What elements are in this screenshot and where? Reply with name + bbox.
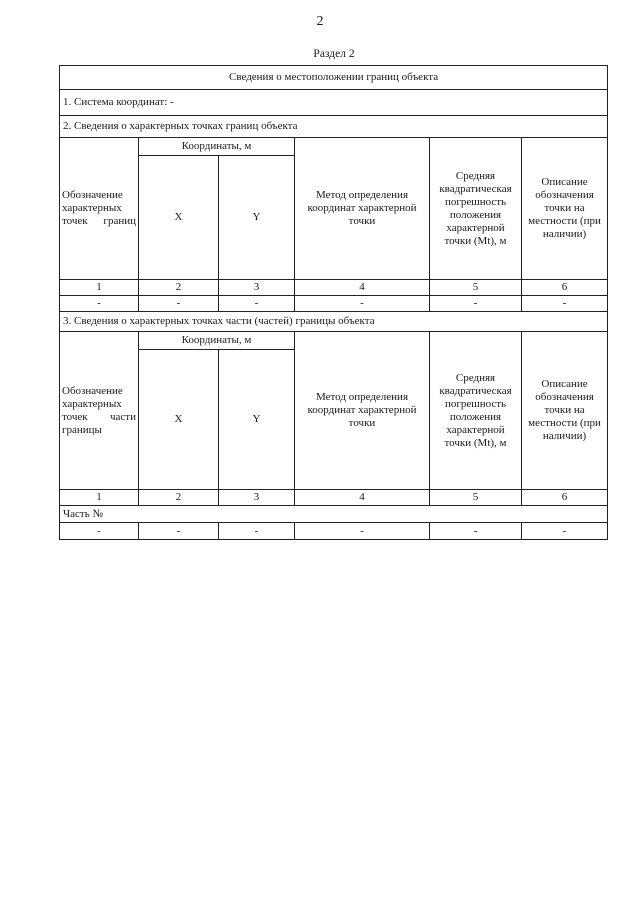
boundary-info-table: [59, 65, 607, 540]
col-number: 5: [430, 280, 522, 296]
col-number: 4: [295, 490, 430, 506]
section-3-heading: 3. Сведения о характерных точках части (частей) границы объекта: [60, 312, 608, 332]
table-cell: -: [430, 523, 522, 540]
col-x: X: [139, 156, 219, 280]
table-row: [60, 296, 608, 312]
col-number: 1: [60, 490, 139, 506]
section-3-heading-row: [60, 312, 608, 332]
part-label-row: [60, 506, 608, 523]
table-cell: -: [60, 523, 139, 540]
table-cell: -: [522, 296, 608, 312]
page-number: 2: [316, 14, 324, 29]
table-row: [60, 523, 608, 540]
col-method: Метод определения координат характерной точки: [295, 332, 430, 490]
table-cell: -: [139, 523, 219, 540]
coord-system-row: [60, 90, 608, 116]
table-cell: -: [522, 523, 608, 540]
section-2-heading: 2. Сведения о характерных точках границ объекта: [60, 116, 608, 138]
table-cell: -: [139, 296, 219, 312]
col-number: 3: [219, 490, 295, 506]
col-description: Описание обозначения точки на местности (при наличии): [522, 332, 608, 490]
table-title-row: [60, 66, 608, 90]
col-number: 6: [522, 490, 608, 506]
section-2-header-row-1: [60, 138, 608, 156]
table-cell: -: [219, 523, 295, 540]
table-cell: -: [60, 296, 139, 312]
table-cell: -: [295, 523, 430, 540]
coord-system: 1. Система координат: -: [60, 90, 608, 116]
col-accuracy: Средняя квадратическая погрешность положения характерной точки (Mt), м: [430, 138, 522, 280]
col-accuracy: Средняя квадратическая погрешность положения характерной точки (Mt), м: [430, 332, 522, 490]
col-number: 2: [139, 490, 219, 506]
col-number: 1: [60, 280, 139, 296]
col-number: 3: [219, 280, 295, 296]
section-2-number-row: [60, 280, 608, 296]
col-y: Y: [219, 156, 295, 280]
col-point-designation: Обозначение характерных точек границ: [60, 138, 139, 280]
col-point-designation: Обозначение характерных точек части границы: [60, 332, 139, 490]
col-coordinates: Координаты, м: [139, 332, 295, 350]
col-method: Метод определения координат характерной точки: [295, 138, 430, 280]
col-number: 5: [430, 490, 522, 506]
col-description: Описание обозначения точки на местности (при наличии): [522, 138, 608, 280]
section-3-number-row: [60, 490, 608, 506]
part-label: Часть №: [60, 506, 608, 523]
col-coordinates: Координаты, м: [139, 138, 295, 156]
section-2-heading-row: [60, 116, 608, 138]
col-y: Y: [219, 350, 295, 490]
table-title: Сведения о местоположении границ объекта: [60, 66, 608, 90]
col-number: 2: [139, 280, 219, 296]
section-3-header-row-1: [60, 332, 608, 350]
table-cell: -: [430, 296, 522, 312]
col-x: X: [139, 350, 219, 490]
col-number: 4: [295, 280, 430, 296]
col-number: 6: [522, 280, 608, 296]
section-title: Раздел 2: [313, 48, 355, 60]
table-cell: -: [295, 296, 430, 312]
table-cell: -: [219, 296, 295, 312]
